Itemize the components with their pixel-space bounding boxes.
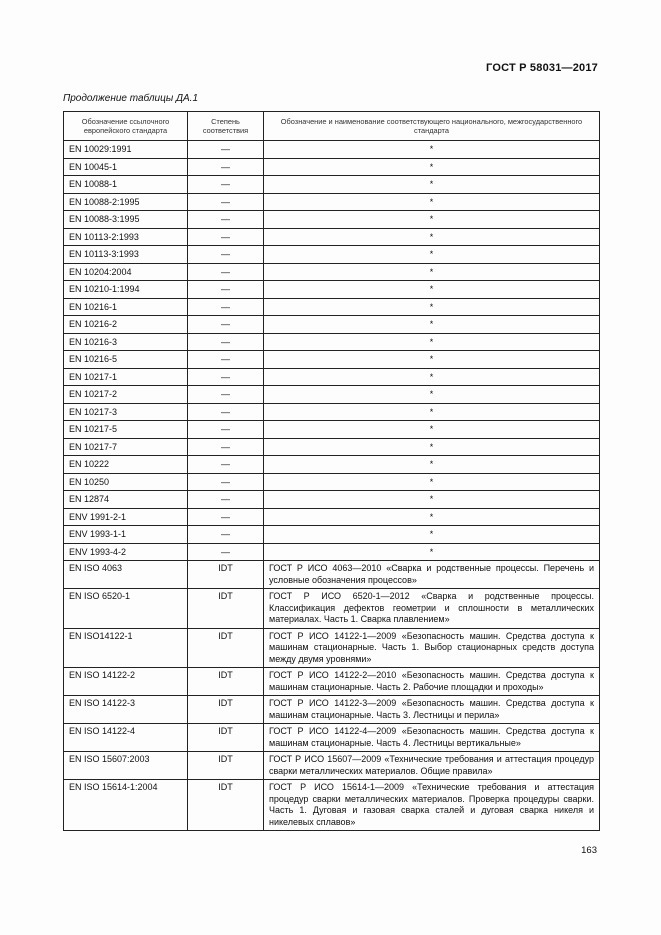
degree-cell: — <box>188 176 264 194</box>
reference-standard-cell: EN 10045-1 <box>64 158 188 176</box>
table-row <box>64 158 600 176</box>
reference-standard-cell: ENV 1991-2-1 <box>64 508 188 526</box>
table-row <box>64 421 600 439</box>
degree-cell: — <box>188 246 264 264</box>
national-standard-cell: * <box>264 158 600 176</box>
national-standard-cell: ГОСТ Р ИСО 14122-4—2009 «Безопасность машин. Средства доступа к машинам стационарные. Часть 4. Лестницы вертикальные» <box>264 724 600 752</box>
table-row <box>64 141 600 159</box>
correspondence-table <box>63 111 600 831</box>
degree-cell: — <box>188 456 264 474</box>
degree-cell: — <box>188 141 264 159</box>
degree-cell: — <box>188 508 264 526</box>
table-row <box>64 333 600 351</box>
national-standard-cell: ГОСТ Р ИСО 14122-2—2010 «Безопасность машин. Средства доступа к машинам стационарные. Часть 2. Рабочие площадки и проходы» <box>264 668 600 696</box>
degree-cell: IDT <box>188 561 264 589</box>
reference-standard-cell: EN ISO 14122-4 <box>64 724 188 752</box>
reference-standard-cell: EN ISO 14122-2 <box>64 668 188 696</box>
table-row <box>64 298 600 316</box>
reference-standard-cell: EN ISO 4063 <box>64 561 188 589</box>
reference-standard-cell: EN 10217-1 <box>64 368 188 386</box>
national-standard-cell: * <box>264 141 600 159</box>
national-standard-cell: ГОСТ Р ИСО 15607—2009 «Технические требования и аттестация процедур сварки металлических материалов. Общие правила» <box>264 752 600 780</box>
degree-cell: — <box>188 386 264 404</box>
national-standard-cell: * <box>264 526 600 544</box>
reference-standard-cell: EN 10088-3:1995 <box>64 211 188 229</box>
standard-designation: ГОСТ Р 58031—2017 <box>486 62 598 74</box>
national-standard-cell: * <box>264 543 600 561</box>
national-standard-cell: * <box>264 403 600 421</box>
reference-standard-cell: EN 10210-1:1994 <box>64 281 188 299</box>
degree-cell: — <box>188 281 264 299</box>
national-standard-cell: * <box>264 193 600 211</box>
table-row <box>64 668 600 696</box>
national-standard-cell: * <box>264 211 600 229</box>
reference-standard-cell: EN 12874 <box>64 491 188 509</box>
national-standard-cell: * <box>264 246 600 264</box>
national-standard-cell: * <box>264 263 600 281</box>
reference-standard-cell: EN 10217-5 <box>64 421 188 439</box>
degree-cell: — <box>188 316 264 334</box>
reference-standard-cell: EN 10029:1991 <box>64 141 188 159</box>
reference-standard-cell: EN 10217-2 <box>64 386 188 404</box>
national-standard-cell: * <box>264 281 600 299</box>
reference-standard-cell: EN 10088-2:1995 <box>64 193 188 211</box>
reference-standard-cell: EN 10216-5 <box>64 351 188 369</box>
national-standard-cell: * <box>264 298 600 316</box>
degree-cell: — <box>188 193 264 211</box>
table-row <box>64 508 600 526</box>
degree-cell: IDT <box>188 589 264 629</box>
degree-cell: — <box>188 228 264 246</box>
national-standard-cell: * <box>264 456 600 474</box>
table-row <box>64 228 600 246</box>
degree-cell: — <box>188 368 264 386</box>
table-row <box>64 263 600 281</box>
table-row <box>64 543 600 561</box>
table-row <box>64 473 600 491</box>
reference-standard-cell: EN ISO 6520-1 <box>64 589 188 629</box>
reference-standard-cell: EN 10113-3:1993 <box>64 246 188 264</box>
table-caption: Продолжение таблицы ДА.1 <box>63 93 199 104</box>
national-standard-cell: * <box>264 333 600 351</box>
table-row <box>64 696 600 724</box>
national-standard-cell: ГОСТ Р ИСО 4063—2010 «Сварка и родственные процессы. Перечень и условные обозначения процессов» <box>264 561 600 589</box>
national-standard-cell: ГОСТ Р ИСО 14122-3—2009 «Безопасность машин. Средства доступа к машинам стационарные. Часть 3. Лестницы и перила» <box>264 696 600 724</box>
table-row <box>64 403 600 421</box>
table-row <box>64 456 600 474</box>
national-standard-cell: * <box>264 228 600 246</box>
reference-standard-cell: EN 10216-1 <box>64 298 188 316</box>
degree-cell: — <box>188 403 264 421</box>
table-row <box>64 176 600 194</box>
degree-cell: — <box>188 298 264 316</box>
degree-cell: — <box>188 263 264 281</box>
degree-cell: — <box>188 473 264 491</box>
degree-cell: IDT <box>188 668 264 696</box>
reference-standard-cell: EN 10217-3 <box>64 403 188 421</box>
national-standard-cell: * <box>264 473 600 491</box>
degree-cell: — <box>188 333 264 351</box>
reference-standard-cell: EN ISO 15607:2003 <box>64 752 188 780</box>
table-row <box>64 386 600 404</box>
national-standard-cell: * <box>264 351 600 369</box>
table-row <box>64 281 600 299</box>
reference-standard-cell: EN 10222 <box>64 456 188 474</box>
reference-standard-cell: EN 10088-1 <box>64 176 188 194</box>
table-row <box>64 246 600 264</box>
national-standard-cell: ГОСТ Р ИСО 6520-1—2012 «Сварка и родственные процессы. Классификация дефектов геометрии и сплошности в металлических материалах. Часть 1. Сварка плавлением» <box>264 589 600 629</box>
reference-standard-cell: EN ISO 15614-1:2004 <box>64 780 188 831</box>
reference-standard-cell: ENV 1993-4-2 <box>64 543 188 561</box>
table-row <box>64 316 600 334</box>
degree-cell: IDT <box>188 752 264 780</box>
national-standard-cell: * <box>264 386 600 404</box>
degree-cell: IDT <box>188 696 264 724</box>
table-row <box>64 438 600 456</box>
table-body <box>64 141 600 831</box>
degree-cell: — <box>188 351 264 369</box>
national-standard-cell: * <box>264 508 600 526</box>
national-standard-cell: ГОСТ Р ИСО 14122-1—2009 «Безопасность машин. Средства доступа к машинам стационарные. Часть 1. Выбор стационарных средств доступа между двумя уровнями» <box>264 628 600 668</box>
reference-standard-cell: EN ISO14122-1 <box>64 628 188 668</box>
page-number: 163 <box>581 845 597 856</box>
degree-cell: — <box>188 491 264 509</box>
table-row <box>64 211 600 229</box>
national-standard-cell: * <box>264 421 600 439</box>
national-standard-cell: * <box>264 316 600 334</box>
degree-cell: — <box>188 158 264 176</box>
national-standard-cell: * <box>264 368 600 386</box>
degree-cell: — <box>188 543 264 561</box>
reference-standard-cell: EN 10204:2004 <box>64 263 188 281</box>
table-row <box>64 589 600 629</box>
table-row <box>64 752 600 780</box>
reference-standard-cell: EN 10216-2 <box>64 316 188 334</box>
national-standard-cell: ГОСТ Р ИСО 15614-1—2009 «Технические требования и аттестация процедур сварки металлических материалов. Проверка процедуры сварки. Часть 1. Дуговая и газовая сварка сталей и дуговая сварка никеля и никелевых сплавов» <box>264 780 600 831</box>
national-standard-cell: * <box>264 438 600 456</box>
national-standard-cell: * <box>264 176 600 194</box>
table-row <box>64 561 600 589</box>
degree-cell: — <box>188 438 264 456</box>
column-header-degree: Степень соответствия <box>188 112 264 141</box>
degree-cell: IDT <box>188 780 264 831</box>
degree-cell: — <box>188 211 264 229</box>
reference-standard-cell: EN 10113-2:1993 <box>64 228 188 246</box>
column-header-national: Обозначение и наименование соответствующего национального, межгосударственного стандарта <box>264 112 600 141</box>
reference-standard-cell: EN ISO 14122-3 <box>64 696 188 724</box>
table-row <box>64 351 600 369</box>
degree-cell: — <box>188 421 264 439</box>
degree-cell: IDT <box>188 724 264 752</box>
table-row <box>64 193 600 211</box>
national-standard-cell: * <box>264 491 600 509</box>
reference-standard-cell: EN 10217-7 <box>64 438 188 456</box>
table-row <box>64 526 600 544</box>
table-row <box>64 491 600 509</box>
table-header-row <box>64 112 600 141</box>
degree-cell: IDT <box>188 628 264 668</box>
column-header-ref: Обозначение ссылочного европейского стандарта <box>64 112 188 141</box>
reference-standard-cell: EN 10250 <box>64 473 188 491</box>
reference-standard-cell: EN 10216-3 <box>64 333 188 351</box>
table-row <box>64 368 600 386</box>
table-row <box>64 628 600 668</box>
degree-cell: — <box>188 526 264 544</box>
table-row <box>64 724 600 752</box>
reference-standard-cell: ENV 1993-1-1 <box>64 526 188 544</box>
table-row <box>64 780 600 831</box>
